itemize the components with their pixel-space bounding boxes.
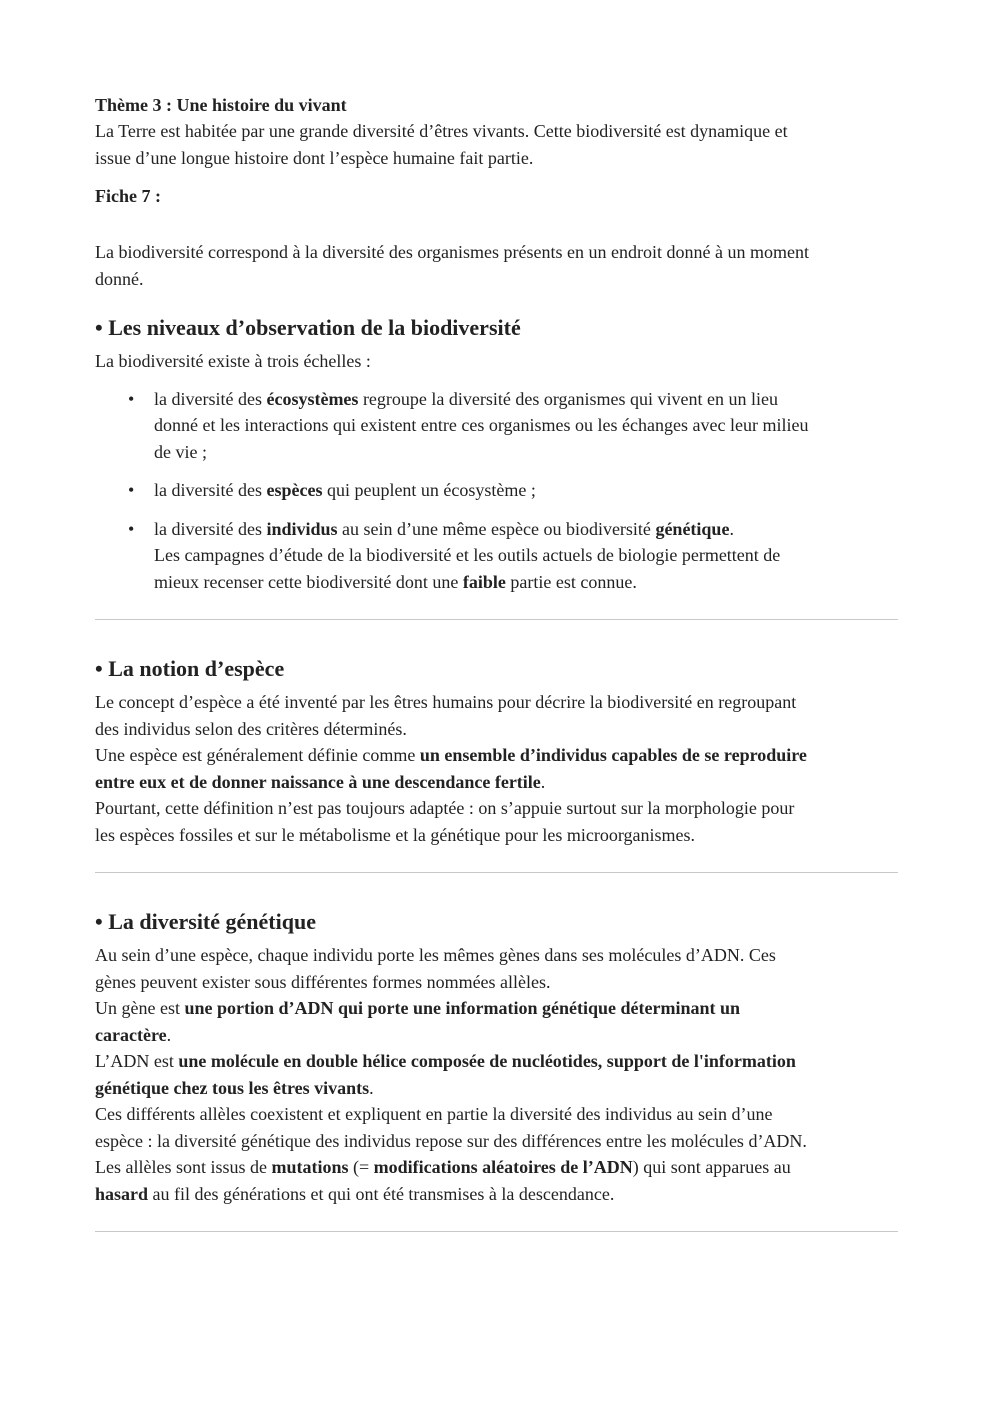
item-text: au sein d’une même espèce ou biodiversité	[337, 518, 656, 539]
text: ) qui sont apparues au	[632, 1157, 791, 1177]
paragraph-line	[95, 1048, 898, 1075]
bullet-icon: •	[128, 518, 135, 539]
paragraph-line	[95, 1022, 898, 1049]
paragraph-line: Pourtant, cette définition n’est pas toujours adaptée : on s’appuie surtout sur la morphologie pour	[95, 798, 795, 818]
scales-list	[95, 386, 898, 596]
theme-intro-line: issue d’une longue histoire dont l’espèce humaine fait partie.	[95, 147, 534, 168]
item-text: donné et les interactions qui existent entre ces organismes ou les échanges avec leur milieu	[154, 415, 809, 435]
paragraph-line: Au sein d’une espèce, chaque individu porte les mêmes gènes dans ses molécules d’ADN. Ces	[95, 945, 776, 965]
paragraph-line	[95, 995, 898, 1022]
item-text: qui peuplent un écosystème ;	[322, 480, 536, 500]
text: .	[166, 1024, 172, 1045]
bullet-icon: •	[128, 388, 135, 409]
fiche-label: Fiche 7 :	[95, 186, 161, 206]
text: .	[369, 1077, 374, 1098]
list-item-ecosystemes	[95, 386, 898, 466]
item-text: mieux recenser cette biodiversité dont une	[154, 571, 463, 592]
keyword: mutations	[271, 1157, 349, 1177]
section-heading-niveaux: • Les niveaux d’observation de la biodiversité	[95, 315, 521, 340]
item-keyword: espèces	[266, 480, 323, 500]
keyword: modifications aléatoires de l’ADN	[373, 1157, 633, 1177]
paragraph-line: des individus selon des critères déterminés.	[95, 718, 407, 739]
bullet-icon: •	[128, 480, 135, 500]
item-keyword: écosystèmes	[266, 388, 359, 409]
keyword: une portion d’ADN qui porte une information génétique déterminant un	[184, 998, 741, 1018]
text: au fil des générations et qui ont été transmises à la descendance.	[148, 1183, 615, 1204]
item-text: partie est connue.	[505, 571, 637, 592]
section-intro: La biodiversité existe à trois échelles :	[95, 351, 371, 371]
text: Une espèce est généralement définie comme	[95, 745, 420, 765]
keyword: un ensemble d’individus capables de se reproduire	[419, 745, 807, 765]
document-page	[95, 92, 898, 1232]
list-item-especes	[95, 477, 898, 504]
paragraph-line	[95, 1075, 898, 1102]
section-heading-espece: • La notion d’espèce	[95, 656, 285, 681]
keyword: génétique chez tous les êtres vivants	[95, 1077, 370, 1098]
keyword: hasard	[95, 1183, 149, 1204]
paragraph-line: Ces différents allèles coexistent et expliquent en partie la diversité des individus au sein d’une	[95, 1104, 773, 1124]
item-text: la diversité des	[154, 388, 267, 409]
paragraph-line	[95, 769, 898, 796]
section-heading-genetique: • La diversité génétique	[95, 909, 316, 934]
paragraph-line: espèce : la diversité génétique des individus repose sur des différences entre les molécules d’ADN.	[95, 1130, 807, 1151]
text: L’ADN est	[95, 1051, 179, 1071]
section-divider	[95, 1231, 898, 1232]
item-text: .	[729, 518, 734, 539]
text: Un gène est	[95, 998, 185, 1018]
item-text: la diversité des	[154, 480, 267, 500]
item-keyword: individus	[266, 518, 338, 539]
paragraph-line: gènes peuvent exister sous différentes formes nommées allèles.	[95, 971, 551, 992]
theme-title: Thème 3 : Une histoire du vivant	[95, 95, 347, 115]
item-text: de vie ;	[154, 441, 207, 462]
paragraph-line	[95, 1181, 898, 1208]
text: (=	[348, 1157, 374, 1177]
theme-intro-line: La Terre est habitée par une grande diversité d’êtres vivants. Cette biodiversité est dynamique et	[95, 121, 788, 141]
text: .	[540, 771, 546, 792]
keyword: entre eux et de donner naissance à une descendance fertile	[95, 771, 541, 792]
definition-line: donné.	[95, 268, 144, 289]
paragraph-line: les espèces fossiles et sur le métabolisme et la génétique pour les microorganismes.	[95, 824, 696, 845]
definition-line: La biodiversité correspond à la diversité des organismes présents en un endroit donné à un moment	[95, 242, 809, 262]
item-text: la diversité des	[154, 518, 267, 539]
text: Les allèles sont issus de	[95, 1157, 272, 1177]
item-text: Les campagnes d’étude de la biodiversité et les outils actuels de biologie permettent de	[154, 545, 781, 565]
theme-block	[95, 92, 898, 171]
list-item-individus	[95, 516, 898, 596]
paragraph-line	[95, 1154, 898, 1181]
keyword: caractère	[95, 1024, 167, 1045]
item-keyword: génétique	[655, 518, 730, 539]
item-text: regroupe la diversité des organismes qui vivent en un lieu	[358, 388, 779, 409]
keyword: une molécule en double hélice composée de nucléotides, support de l'information	[178, 1051, 796, 1071]
paragraph-line: Le concept d’espèce a été inventé par les êtres humains pour décrire la biodiversité en regroupant	[95, 692, 797, 712]
item-keyword: faible	[462, 571, 506, 592]
paragraph-line	[95, 742, 898, 769]
